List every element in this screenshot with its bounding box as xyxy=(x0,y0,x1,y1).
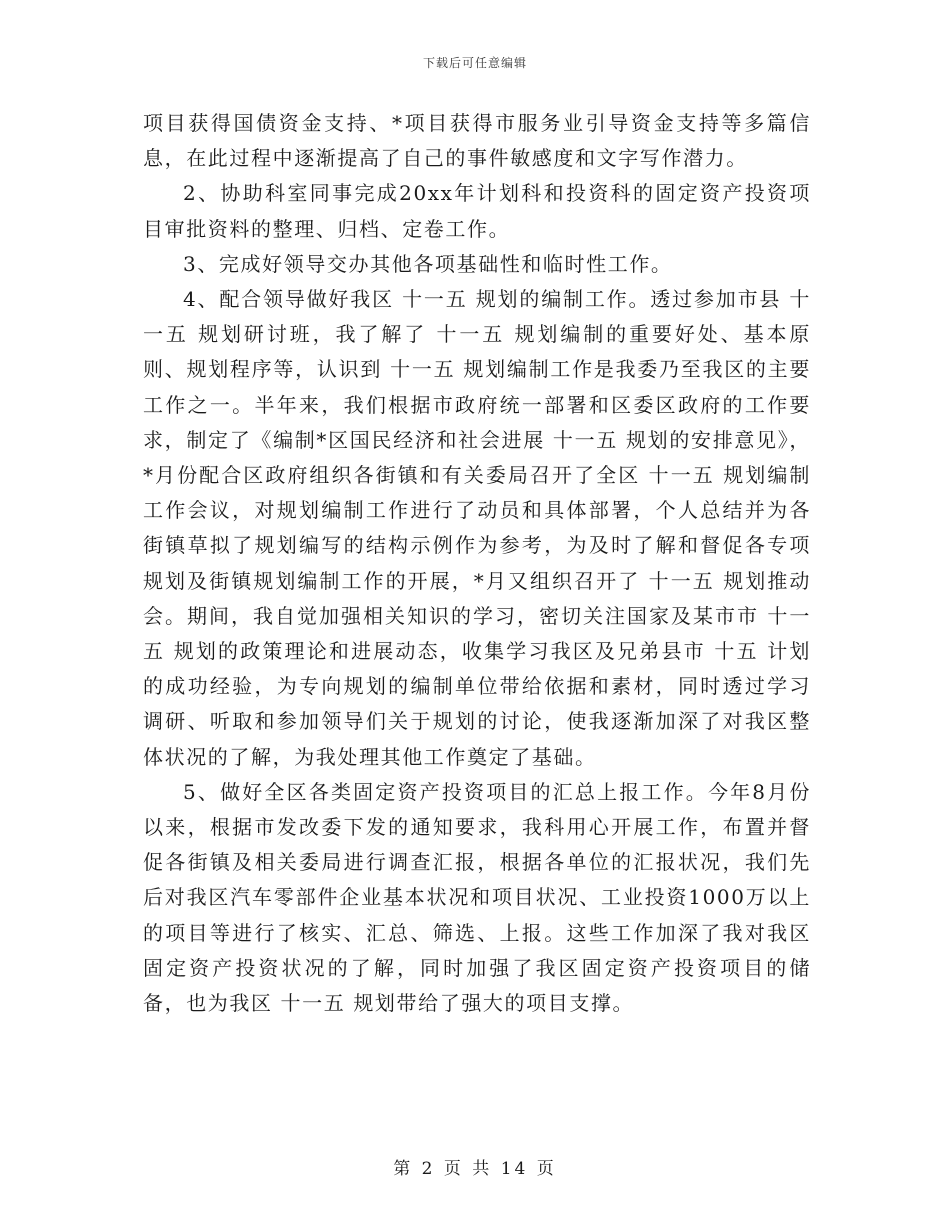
page-number-footer: 第 2 页 共 14 页 xyxy=(393,1159,557,1179)
paragraph-item-2: 2、协助科室同事完成20xx年计划科和投资科的固定资产投资项目审批资料的整理、归档、定卷工作。 xyxy=(143,181,811,241)
paragraph-continuation: 项目获得国债资金支持、*项目获得市服务业引导资金支持等多篇信息，在此过程中逐渐提高了自己的事件敏感度和文字写作潜力。 xyxy=(143,111,811,171)
page-header: 下载后可任意编辑 xyxy=(422,56,527,70)
paragraph-item-5: 5、做好全区各类固定资产投资项目的汇总上报工作。今年8月份以来，根据市发改委下发的通知要求，我科用心开展工作，布置并督促各街镇及相关委局进行调查汇报，根据各单位的汇报状况，我们先后对我区汽车零部件企业基本状况和项目状况、工业投资1000万以上的项目等进行了核实、汇总、筛选、上报。这些工作加深了我对我区固定资产投资状况的了解，同时加强了我区固定资产投资项目的储备，也为我区 十一五 规划带给了强大的项目支撑。 xyxy=(143,779,811,1016)
paragraph-item-3: 3、完成好领导交办其他各项基础性和临时性工作。 xyxy=(183,251,673,276)
document-body xyxy=(143,106,811,1021)
paragraph-item-4: 4、配合领导做好我区 十一五 规划的编制工作。透过参加市县 十一五 规划研讨班，我了解了 十一五 规划编制的重要好处、基本原则、规划程序等，认识到 十一五 规划编制工作是我委乃至我区的主要工作之一。半年来，我们根据市政府统一部署和区委区政府的工作要求，制定了《编制*区国民经济和社会进展 十一五 规划的安排意见》，*月份配合区政府组织各街镇和有关委局召开了全区 十一五 规划编制工作会议，对规划编制工作进行了动员和具体部署，个人总结并为各街镇草拟了规划编写的结构示例作为参考，为及时了解和督促各专项规划及街镇规划编制工作的开展，*月又组织召开了 十一五 规划推动会。期间，我自觉加强相关知识的学习，密切关注国家及某市市 十一五 规划的政策理论和进展动态，收集学习我区及兄弟县市 十五 计划的成功经验，为专向规划的编制单位带给依据和素材，同时透过学习调研、听取和参加领导们关于规划的讨论，使我逐渐加深了对我区整体状况的了解，为我处理其他工作奠定了基础。 xyxy=(143,287,811,769)
